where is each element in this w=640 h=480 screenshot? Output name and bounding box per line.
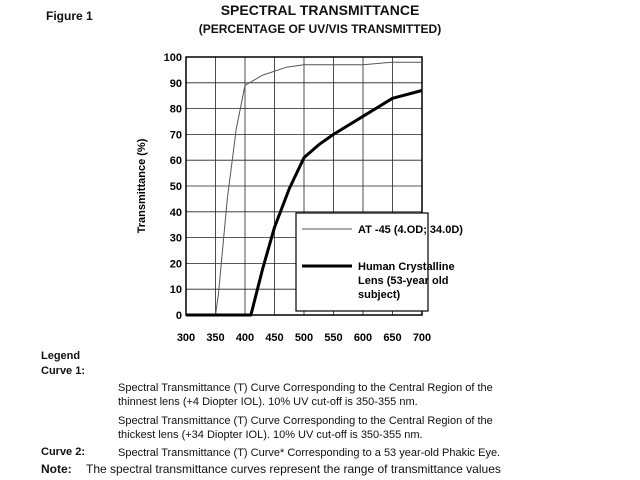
chart-title: SPECTRAL TRANSMITTANCE bbox=[220, 2, 420, 18]
y-axis-label: Transmittance (%) bbox=[136, 138, 148, 234]
x-tick-label: 300 bbox=[176, 332, 196, 344]
curve-1-desc-line-4: thickest lens (+34 Diopter IOL). 10% UV cut-off is 350-355 nm. bbox=[118, 429, 423, 441]
y-tick-label: 80 bbox=[169, 103, 182, 116]
curve-2-desc-line-1: Spectral Transmittance (T) Curve* Corresponding to a 53 year-old Phakic Eye. bbox=[118, 447, 501, 459]
x-tick-label: 700 bbox=[412, 332, 432, 344]
y-tick-label: 30 bbox=[169, 232, 182, 245]
y-tick-label: 70 bbox=[169, 129, 182, 142]
y-tick-label: 20 bbox=[169, 258, 182, 271]
chart-subtitle: (PERCENTAGE OF UV/VIS TRANSMITTED) bbox=[198, 22, 442, 36]
x-tick-label: 350 bbox=[206, 332, 225, 344]
curve-1-desc-line-3: Spectral Transmittance (T) Curve Corresponding to the Central Region of the bbox=[118, 415, 493, 427]
legend-label-series-2-line-2: Lens (53-year old bbox=[358, 275, 449, 287]
y-tick-label: 90 bbox=[169, 77, 182, 90]
y-tick-label: 60 bbox=[169, 155, 182, 168]
y-tick-label: 100 bbox=[163, 52, 182, 64]
y-tick-label: 0 bbox=[175, 310, 182, 322]
curve-1-desc-line-1: Spectral Transmittance (T) Curve Corresponding to the Central Region of the bbox=[118, 382, 493, 394]
y-tick-labels bbox=[164, 52, 182, 322]
curve-1-label: Curve 1: bbox=[41, 365, 86, 377]
x-tick-label: 400 bbox=[235, 332, 255, 344]
curve-1-desc-line-2: thinnest lens (+4 Diopter IOL). 10% UV cut-off is 350-355 nm. bbox=[118, 396, 418, 408]
y-tick-label: 50 bbox=[169, 181, 182, 193]
x-tick-label: 600 bbox=[353, 332, 373, 344]
x-tick-label: 450 bbox=[265, 332, 284, 344]
x-tick-label: 550 bbox=[324, 332, 343, 344]
chart-legend bbox=[296, 213, 463, 311]
legend-label-series-2-line-1: Human Crystalline bbox=[358, 261, 455, 273]
note-label: Note: bbox=[41, 462, 72, 476]
note-text: The spectral transmittance curves represent the range of transmittance values bbox=[86, 462, 501, 476]
legend-label-series-1: AT -45 (4.OD; 34.0D) bbox=[358, 224, 463, 236]
legend-heading: Legend bbox=[41, 350, 81, 362]
figure-label: Figure 1 bbox=[46, 9, 93, 23]
y-tick-label: 10 bbox=[169, 284, 182, 297]
x-tick-label: 500 bbox=[294, 332, 314, 344]
legend-label-series-2-line-3: subject) bbox=[358, 289, 401, 301]
x-tick-labels bbox=[177, 332, 431, 344]
x-tick-label: 650 bbox=[383, 332, 402, 344]
curve-2-label: Curve 2: bbox=[41, 446, 86, 458]
y-tick-label: 40 bbox=[169, 206, 182, 219]
